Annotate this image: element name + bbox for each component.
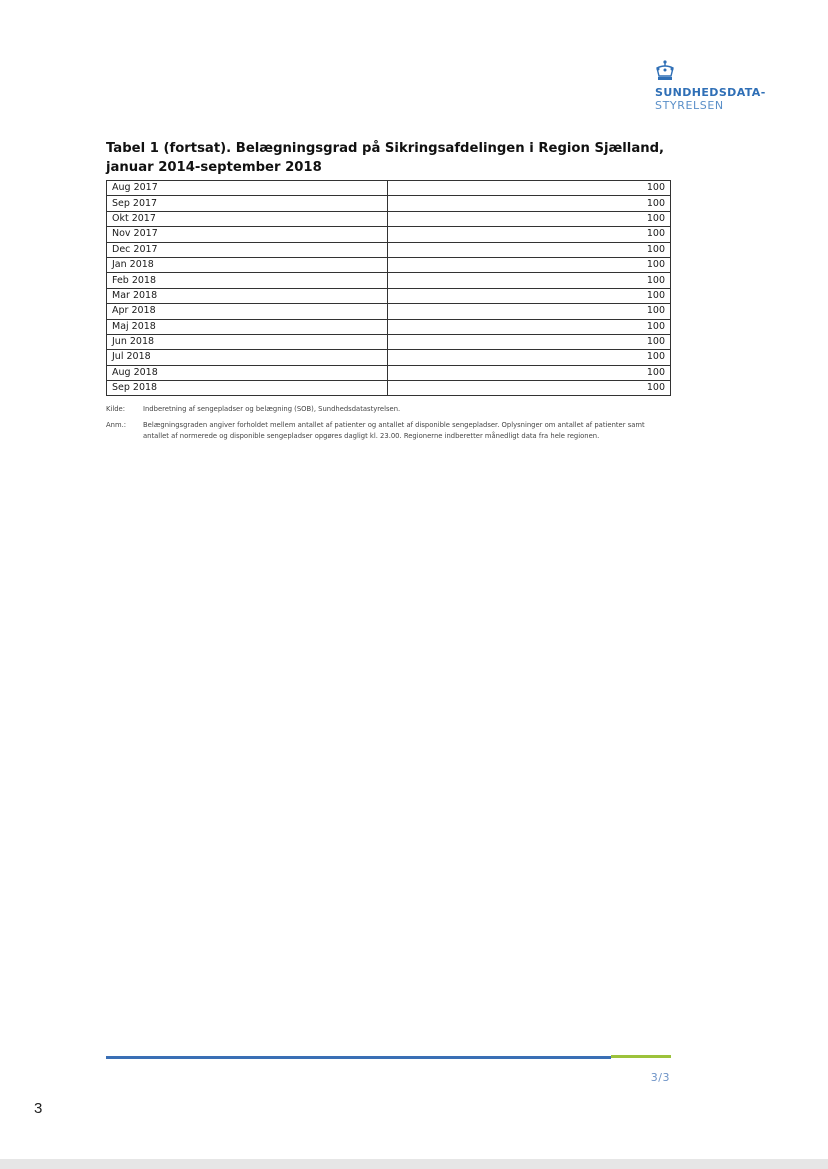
table-row — [107, 381, 671, 396]
source-note — [106, 404, 666, 415]
logo-text-line1: SUNDHEDSDATA- — [655, 86, 766, 99]
month-cell: Sep 2017 — [107, 196, 388, 211]
table-row — [107, 196, 671, 211]
month-cell: Apr 2018 — [107, 304, 388, 319]
table-row — [107, 288, 671, 303]
table-row — [107, 350, 671, 365]
value-cell: 100 — [388, 381, 671, 396]
logo-text-line2: STYRELSEN — [655, 99, 724, 112]
month-cell: Okt 2017 — [107, 211, 388, 226]
table-title: Tabel 1 (fortsat). Belægningsgrad på Sikringsafdelingen i Region Sjælland, januar 2014-september 2018 — [106, 141, 665, 175]
month-cell: Sep 2018 — [107, 381, 388, 396]
value-cell: 100 — [388, 257, 671, 272]
table-body — [107, 181, 671, 396]
value-cell: 100 — [388, 273, 671, 288]
table-row — [107, 304, 671, 319]
month-cell: Jun 2018 — [107, 334, 388, 349]
page-number: 3 — [34, 1100, 43, 1117]
month-cell: Jan 2018 — [107, 257, 388, 272]
month-cell: Aug 2018 — [107, 365, 388, 380]
month-cell: Mar 2018 — [107, 288, 388, 303]
value-cell: 100 — [388, 350, 671, 365]
remark-label: Anm.: — [106, 421, 127, 429]
table-row — [107, 365, 671, 380]
month-cell: Maj 2018 — [107, 319, 388, 334]
source-label: Kilde: — [106, 405, 126, 413]
footer-rule-green — [611, 1055, 671, 1058]
table-row — [107, 211, 671, 226]
page-bottom-shade — [0, 1159, 828, 1169]
value-cell: 100 — [388, 319, 671, 334]
month-cell: Nov 2017 — [107, 227, 388, 242]
table-row — [107, 242, 671, 257]
table-notes — [106, 404, 666, 447]
table-row — [107, 334, 671, 349]
month-cell: Aug 2017 — [107, 181, 388, 196]
value-cell: 100 — [388, 334, 671, 349]
value-cell: 100 — [388, 211, 671, 226]
table-row — [107, 181, 671, 196]
crown-icon — [654, 60, 676, 84]
occupancy-table — [106, 180, 671, 396]
remark-note — [106, 420, 666, 442]
table-row — [107, 257, 671, 272]
month-cell: Dec 2017 — [107, 242, 388, 257]
value-cell: 100 — [388, 196, 671, 211]
value-cell: 100 — [388, 242, 671, 257]
month-cell: Jul 2018 — [107, 350, 388, 365]
remark-text: Belægningsgraden angiver forholdet mellem antallet af patienter og antallet af disponible sengepladser. Oplysninger om antallet af patienter samt antallet af normerede og disponible sengepladser opgøres dagligt kl. 23.00. Regionerne indberetter månedligt data fra hele regionen. — [143, 421, 645, 440]
value-cell: 100 — [388, 365, 671, 380]
value-cell: 100 — [388, 181, 671, 196]
month-cell: Feb 2018 — [107, 273, 388, 288]
value-cell: 100 — [388, 288, 671, 303]
table-row — [107, 227, 671, 242]
table-row — [107, 319, 671, 334]
footer-rule-blue — [106, 1056, 611, 1059]
value-cell: 100 — [388, 227, 671, 242]
value-cell: 100 — [388, 304, 671, 319]
page-counter: 3/3 — [650, 1071, 670, 1084]
source-text: Indberetning af sengepladser og belægning (SOB), Sundhedsdatastyrelsen. — [143, 405, 401, 413]
table-row — [107, 273, 671, 288]
